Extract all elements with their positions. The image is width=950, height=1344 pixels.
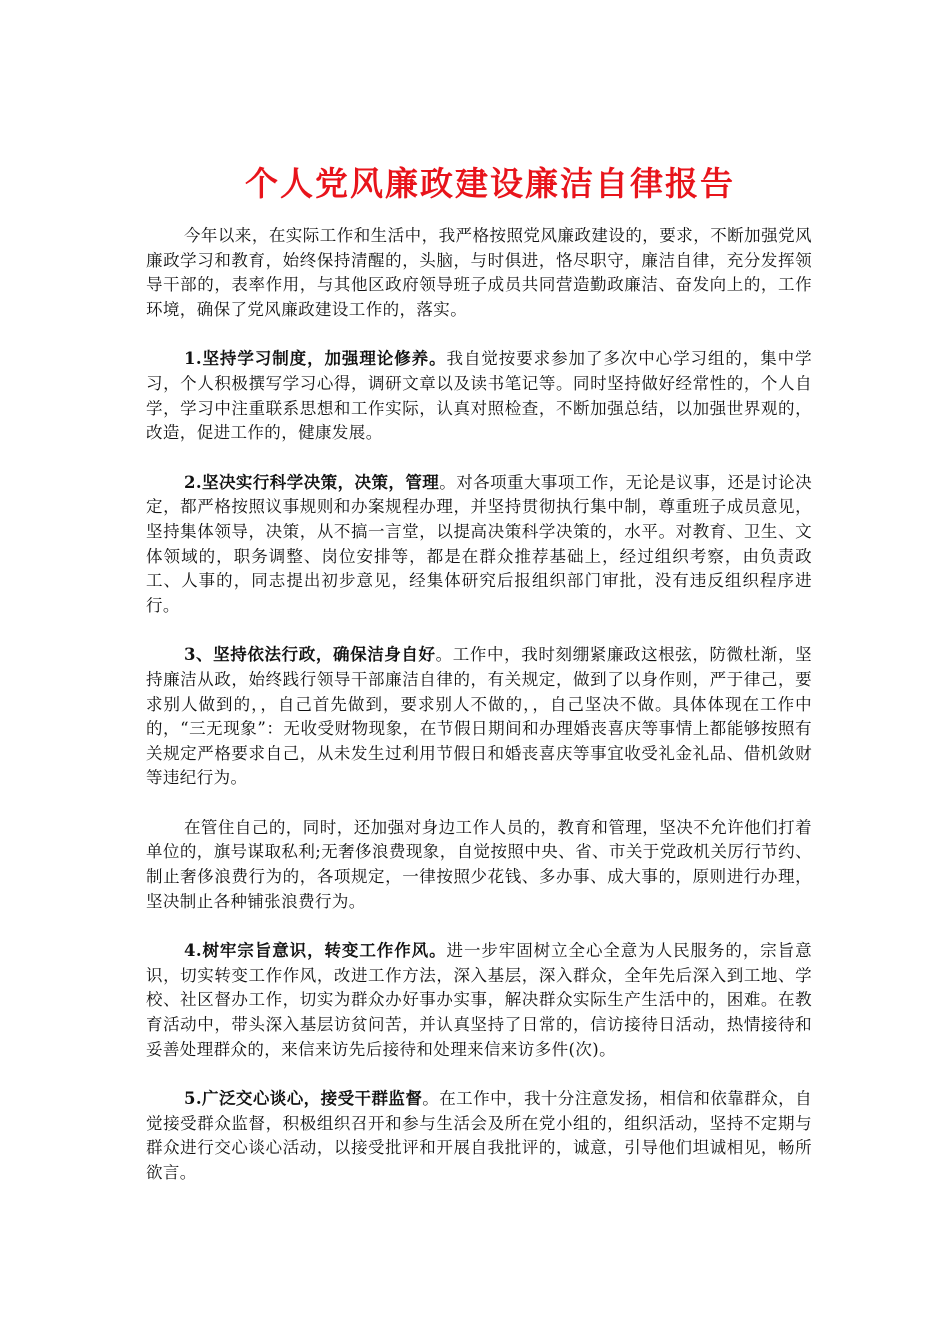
paragraph-section-2 — [146, 471, 812, 619]
paragraph-text: 我自觉按要求参加了多次中心学习组的，集中学习，个人积极撰写学习心得，调研文章以及读书笔记等。同时坚持做好经常性的，个人自学，学习中注重联系思想和工作实际，认真对照检查，不断加强总结，以加强世界观的，改造，促进工作的，健康发展。 — [146, 349, 813, 443]
paragraph-text: 。在工作中，我十分注意发扬，相信和依靠群众，自觉接受群众监督，积极组织召开和参与生活会及所在党小组的，组织活动，坚持不定期与群众进行交心谈心活动，以接受批评和开展自我批评的，诚意，引导他们坦诚相见，畅所欲言。 — [146, 1089, 812, 1182]
paragraph-lead: 4.树牢宗旨意识，转变工作作风。 — [183, 941, 447, 961]
paragraph-text: 在管住自己的，同时，还加强对身边工作人员的，教育和管理，坚决不允许他们打着单位的，旗号谋取私利;无奢侈浪费现象，自觉按照中央、省、市关于党政机关厉行节约、制止奢侈浪费行为的，各项规定，一律按照少花钱、多办事、成大事的，原则进行办理，坚决制止各种铺张浪费行为。 — [146, 817, 812, 911]
paragraph-section-1 — [146, 347, 812, 445]
paragraph-text: 今年以来，在实际工作和生活中，我严格按照党风廉政建设的，要求，不断加强党风廉政学习和教育，始终保持清醒的，头脑，与时俱进，恪尽职守，廉洁自律，充分发挥领导干部的，表率作用，与其他区政府领导班子成员共同营造勤政廉洁、奋发向上的，工作环境，确保了党风廉政建设工作的，落实。 — [146, 226, 812, 319]
paragraph-text: 。对各项重大事项工作，无论是议事，还是讨论决定，都严格按照议事规则和办案规程办理，并坚持贯彻执行集中制，尊重班子成员意见，坚持集体领导，决策，从不搞一言堂，以提高决策科学决策的，水平。对教育、卫生、文体领域的，职务调整、岗位安排等，都是在群众推荐基础上，经过组织考察，由负责政工、人事的，同志提出初步意见，经集体研究后报组织部门审批，没有违反组织程序进行。 — [146, 472, 812, 615]
paragraph-text: 。工作中，我时刻绷紧廉政这根弦，防微杜渐，坚持廉洁从政，始终践行领导干部廉洁自律的，有关规定，做到了以身作则，严于律己，要求别人做到的，，自己首先做到，要求别人不做的，，自己坚决不做。具体体现在工作中的，“三无现象”：无收受财物现象，在节假日期间和办理婚丧喜庆等事情上都能够按照有关规定严格要求自己，从未发生过利用节假日和婚丧喜庆等事宜收受礼金礼品、借机敛财等违纪行为。 — [146, 645, 812, 788]
document-body — [146, 224, 812, 1211]
document-title: 个人党风廉政建设廉洁自律报告 — [245, 164, 735, 203]
paragraph-section-4 — [146, 939, 812, 1062]
paragraph-section-3-continued — [146, 816, 812, 914]
paragraph-lead: 1.坚持学习制度，加强理论修养。 — [183, 349, 447, 369]
paragraph-lead: 3、坚持依法行政，确保洁身自好 — [183, 645, 436, 665]
paragraph-lead: 5.广泛交心谈心，接受干群监督 — [183, 1089, 423, 1109]
paragraph-section-3 — [146, 643, 812, 791]
paragraph-intro — [146, 224, 812, 322]
paragraph-text: 进一步牢固树立全心全意为人民服务的，宗旨意识，切实转变工作作风，改进工作方法，深入基层，深入群众，全年先后深入到工地、学校、社区督办工作，切实为群众办好事办实事，解决群众实际生产生活中的，困难。在教育活动中，带头深入基层访贫问苦，并认真坚持了日常的，信访接待日活动，热情接待和妥善处理群众的，来信来访先后接待和处理来信来访多件(次)。 — [146, 941, 813, 1059]
paragraph-section-5 — [146, 1087, 812, 1185]
paragraph-lead: 2.坚决实行科学决策，决策，管理 — [183, 472, 440, 492]
